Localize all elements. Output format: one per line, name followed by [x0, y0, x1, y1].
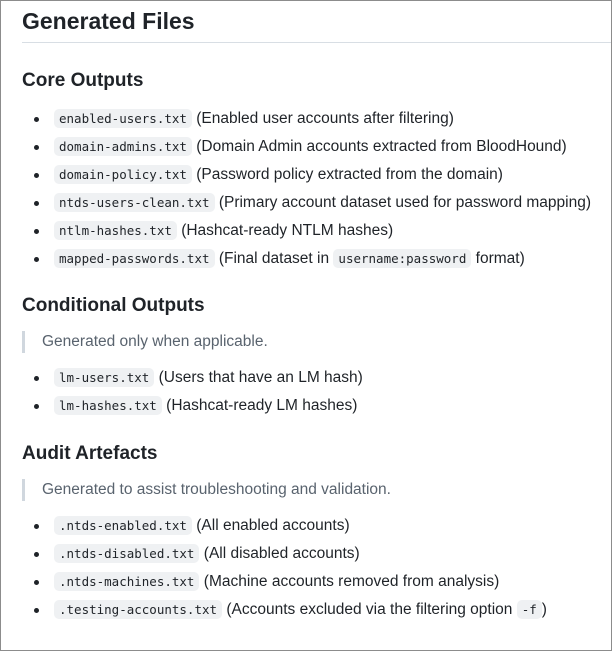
file-description: (Machine accounts removed from analysis)	[203, 573, 500, 590]
file-description: (Enabled user accounts after filtering)	[196, 110, 454, 127]
list-item	[22, 133, 611, 161]
file-description: (All enabled accounts)	[196, 517, 350, 534]
file-name: lm-hashes.txt	[54, 396, 162, 415]
list-item	[22, 392, 611, 420]
file-name: lm-users.txt	[54, 368, 154, 387]
file-description: (All disabled accounts)	[203, 545, 360, 562]
file-description: (Domain Admin accounts extracted from BloodHound)	[196, 138, 567, 155]
file-description: (Final dataset in	[218, 250, 330, 267]
page-title: Generated Files	[22, 1, 611, 43]
conditional-outputs-list	[22, 364, 611, 420]
conditional-outputs-heading: Conditional Outputs	[22, 295, 205, 316]
list-item	[22, 568, 611, 596]
list-item	[22, 189, 611, 217]
file-name: .ntds-machines.txt	[54, 572, 199, 591]
list-item	[22, 161, 611, 189]
file-name: ntlm-hashes.txt	[54, 221, 177, 240]
format-code: username:password	[333, 249, 471, 268]
file-description: (Primary account dataset used for password mapping)	[218, 194, 592, 211]
file-name: enabled-users.txt	[54, 109, 192, 128]
list-item	[22, 245, 611, 273]
audit-note: Generated to assist troubleshooting and validation.	[22, 479, 611, 501]
file-name: domain-policy.txt	[54, 165, 192, 184]
list-item	[22, 364, 611, 392]
file-description: (Hashcat-ready NTLM hashes)	[181, 222, 394, 239]
audit-artefacts-list	[22, 512, 611, 624]
file-description: (Users that have an LM hash)	[158, 369, 363, 386]
file-description: (Password policy extracted from the domain)	[196, 166, 503, 183]
file-name: mapped-passwords.txt	[54, 249, 215, 268]
list-item	[22, 105, 611, 133]
file-name: ntds-users-clean.txt	[54, 193, 215, 212]
file-name: .ntds-disabled.txt	[54, 544, 199, 563]
file-name: .testing-accounts.txt	[54, 600, 222, 619]
file-description-suffix: format)	[475, 250, 525, 267]
list-item	[22, 217, 611, 245]
file-description: (Accounts excluded via the filtering option	[226, 601, 513, 618]
core-outputs-heading: Core Outputs	[22, 70, 144, 91]
list-item	[22, 540, 611, 568]
file-name: domain-admins.txt	[54, 137, 192, 156]
core-outputs-list	[22, 105, 611, 273]
document-content	[1, 1, 611, 624]
list-item	[22, 596, 611, 624]
list-item	[22, 512, 611, 540]
file-name: .ntds-enabled.txt	[54, 516, 192, 535]
file-description-suffix: )	[541, 601, 547, 618]
file-description: (Hashcat-ready LM hashes)	[166, 397, 358, 414]
conditional-note: Generated only when applicable.	[22, 331, 611, 353]
option-code: -f	[517, 600, 542, 619]
audit-artefacts-heading: Audit Artefacts	[22, 443, 158, 464]
